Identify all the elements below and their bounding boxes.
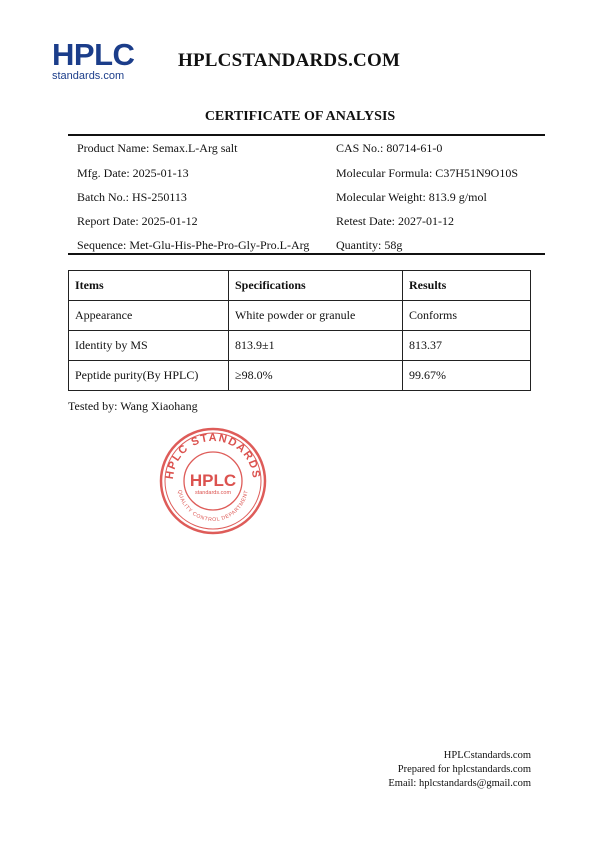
logo-text: HPLC: [52, 37, 135, 72]
footer-site: HPLCstandards.com: [443, 750, 531, 761]
cas-number: CAS No.: 80714-61-0: [336, 141, 443, 155]
certificate-title: CERTIFICATE OF ANALYSIS: [204, 109, 396, 124]
company-logo: [52, 37, 142, 82]
report-date: Report Date: 2025-01-12: [77, 214, 198, 228]
row-item: Identity by MS: [69, 331, 229, 361]
table-row: [69, 361, 531, 391]
quantity: Quantity: 58g: [336, 238, 403, 252]
row-specification: White powder or granule: [229, 301, 403, 331]
site-title: HPLCSTANDARDS.COM: [178, 50, 401, 71]
molecular-weight: Molecular Weight: 813.9 g/mol: [336, 190, 487, 204]
row-result: 813.37: [403, 331, 531, 361]
table-row: [69, 331, 531, 361]
stamp-bottom-text: QUALITY CONTROL DEPARTMENT: [176, 489, 250, 524]
row-result: 99.67%: [403, 361, 531, 391]
row-item: Peptide purity(By HPLC): [69, 361, 229, 391]
stamp-top-text: HPLC STANDARDS: [163, 431, 263, 480]
footer-prepared-for: Prepared for hplcstandards.com: [397, 764, 531, 775]
row-specification: 813.9±1: [229, 331, 403, 361]
quality-control-stamp: [158, 426, 268, 536]
tested-by: Tested by: Wang Xiaohang: [68, 399, 198, 413]
row-result: Conforms: [403, 301, 531, 331]
header-results: Results: [403, 271, 531, 301]
stamp-center-text: HPLC: [189, 471, 237, 490]
header-items: Items: [69, 271, 229, 301]
logo-subtext: standards.com: [52, 70, 125, 82]
retest-date: Retest Date: 2027-01-12: [336, 214, 454, 228]
row-specification: ≥98.0%: [229, 361, 403, 391]
stamp-center-subtext: standards.com: [194, 490, 232, 496]
info-bottom-rule: [68, 253, 545, 255]
table-header-row: [69, 271, 531, 301]
row-item: Appearance: [69, 301, 229, 331]
sequence: Sequence: Met-Glu-His-Phe-Pro-Gly-Pro.L-Arg: [77, 238, 310, 252]
product-name: Product Name: Semax.L-Arg salt: [77, 141, 238, 155]
header-specifications: Specifications: [229, 271, 403, 301]
results-table: [68, 270, 531, 391]
molecular-formula: Molecular Formula: C37H51N9O10S: [336, 166, 518, 180]
mfg-date: Mfg. Date: 2025-01-13: [77, 166, 189, 180]
table-row: [69, 301, 531, 331]
batch-number: Batch No.: HS-250113: [77, 190, 187, 204]
footer-email: Email: hplcstandards@gmail.com: [388, 778, 531, 789]
info-top-rule: [68, 134, 545, 136]
